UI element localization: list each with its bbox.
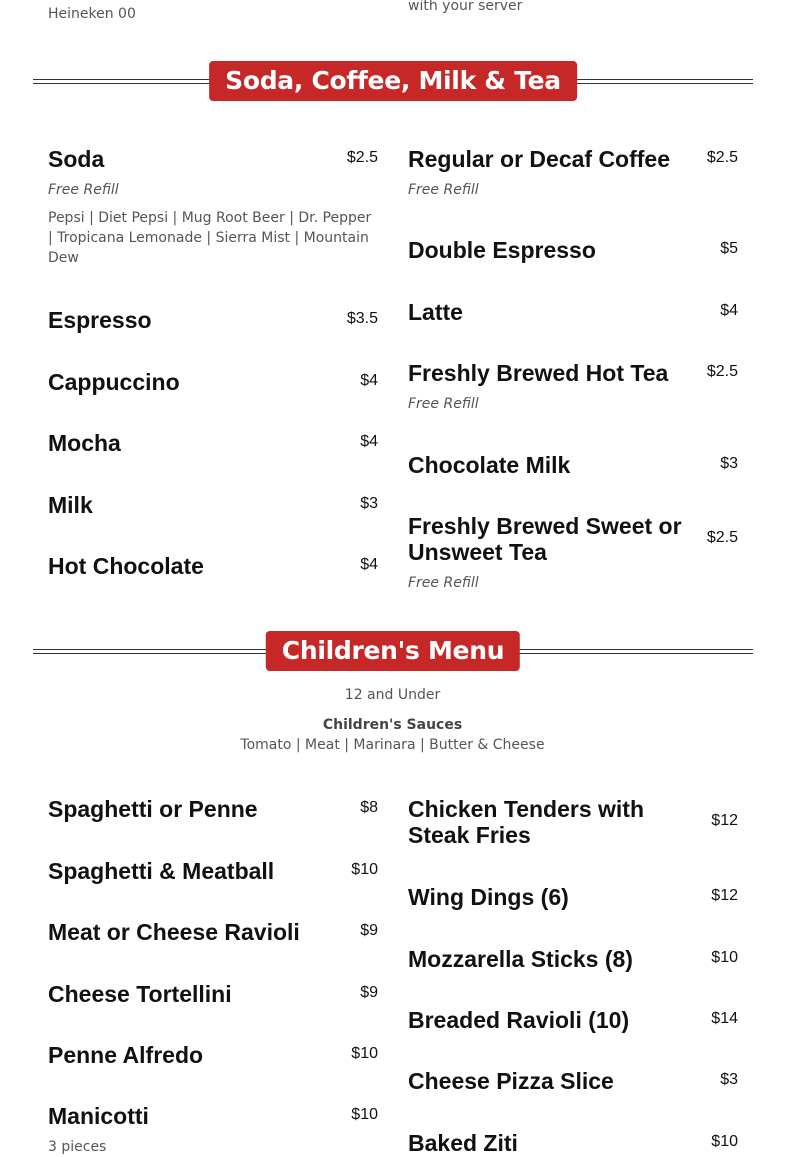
menu-item-espresso	[48, 307, 378, 333]
menu-item-manicotti	[48, 1103, 378, 1157]
item-name: Latte	[408, 299, 463, 325]
menu-item-mozzarella-sticks	[408, 946, 738, 972]
item-price: $2.5	[346, 149, 378, 166]
menu-item-hot-tea	[408, 360, 738, 412]
item-name: Hot Chocolate	[48, 553, 204, 579]
item-name: Cheese Pizza Slice	[408, 1068, 614, 1094]
sauces-title: Children's Sauces	[322, 717, 463, 733]
menu-item-hot-chocolate	[48, 553, 378, 579]
menu-item-cappuccino	[48, 369, 378, 395]
item-price: $10	[711, 949, 738, 966]
menu-item-soda	[48, 146, 378, 268]
item-name: Freshly Brewed Sweet or Unsweet Tea	[408, 513, 682, 565]
item-description: Pepsi | Diet Pepsi | Mug Root Beer | Dr. Pepper | Tropicana Lemonade | Sierra Mist | Mountain Dew	[48, 210, 372, 266]
menu-item-double-espresso	[408, 237, 738, 263]
item-price: $2.5	[706, 363, 738, 380]
item-name: Double Espresso	[408, 237, 596, 263]
item-name: Breaded Ravioli (10)	[408, 1007, 630, 1033]
menu-item-spaghetti-meatball	[48, 858, 378, 884]
menu-item-sweet-tea	[408, 513, 738, 591]
sauces-list: Tomato | Meat | Marinara | Butter & Cheese	[240, 737, 545, 753]
item-price: $12	[711, 812, 738, 829]
menu-item-mocha	[48, 430, 378, 456]
item-name: Regular or Decaf Coffee	[408, 146, 671, 172]
item-name: Spaghetti & Meatball	[48, 858, 275, 884]
section-header-children	[33, 631, 753, 671]
item-name: Cappuccino	[48, 369, 180, 395]
section-title: Soda, Coffee, Milk & Tea	[209, 61, 577, 101]
item-name: Freshly Brewed Hot Tea	[408, 360, 669, 386]
item-price: $2.5	[706, 529, 738, 546]
item-price: $3	[360, 495, 378, 512]
item-name: Penne Alfredo	[48, 1042, 204, 1068]
item-price: $3.5	[346, 310, 378, 327]
item-price: $9	[360, 922, 378, 939]
item-price: $4	[360, 556, 378, 573]
item-price: $10	[711, 1133, 738, 1150]
item-name: Milk	[48, 492, 93, 518]
section-title: Children's Menu	[266, 631, 520, 671]
item-price: $5	[720, 240, 738, 257]
menu-item-tortellini	[48, 981, 378, 1007]
item-price: $3	[720, 1071, 738, 1088]
item-name: Spaghetti or Penne	[48, 796, 258, 822]
item-price: $8	[360, 799, 378, 816]
item-name: Meat or Cheese Ravioli	[48, 919, 300, 945]
item-note: Free Refill	[408, 575, 479, 591]
item-price: $12	[711, 887, 738, 904]
menu-item-ravioli	[48, 919, 378, 945]
item-price: $4	[360, 372, 378, 389]
menu-item-penne-alfredo	[48, 1042, 378, 1068]
prev-item-text: Heineken 00	[48, 6, 136, 22]
item-name: Chocolate Milk	[408, 452, 571, 478]
item-price: $3	[720, 455, 738, 472]
item-price: $10	[351, 1045, 378, 1062]
item-name: Chicken Tenders with Steak Fries	[408, 796, 645, 848]
menu-item-latte	[408, 299, 738, 325]
item-price: $10	[351, 861, 378, 878]
item-price: $4	[720, 302, 738, 319]
menu-item-chocolate-milk	[408, 452, 738, 478]
item-name: Mozzarella Sticks (8)	[408, 946, 633, 972]
menu-item-baked-ziti	[408, 1130, 738, 1156]
item-price: $2.5	[706, 149, 738, 166]
section-subtitle: 12 and Under	[344, 687, 441, 703]
section-header-drinks	[33, 61, 753, 101]
item-description: 3 pieces	[48, 1139, 107, 1155]
item-name: Cheese Tortellini	[48, 981, 232, 1007]
item-name: Baked Ziti	[408, 1130, 518, 1156]
menu-item-chicken-tenders	[408, 796, 738, 848]
menu-item-cheese-pizza	[408, 1068, 738, 1094]
prev-item-note: with your server	[408, 0, 523, 14]
item-name: Wing Dings (6)	[408, 884, 569, 910]
menu-item-milk	[48, 492, 378, 518]
menu-item-coffee	[408, 146, 738, 198]
menu-item-breaded-ravioli	[408, 1007, 738, 1033]
item-note: Free Refill	[408, 182, 479, 198]
item-price: $9	[360, 984, 378, 1001]
menu-item-spaghetti-penne	[48, 796, 378, 822]
item-note: Free Refill	[48, 182, 119, 198]
menu-item-wing-dings	[408, 884, 738, 910]
item-name: Manicotti	[48, 1103, 149, 1129]
item-price: $14	[711, 1010, 738, 1027]
item-price: $4	[360, 433, 378, 450]
item-name: Espresso	[48, 307, 152, 333]
item-name: Mocha	[48, 430, 121, 456]
item-price: $10	[351, 1106, 378, 1123]
item-note: Free Refill	[408, 396, 479, 412]
item-name: Soda	[48, 146, 105, 172]
